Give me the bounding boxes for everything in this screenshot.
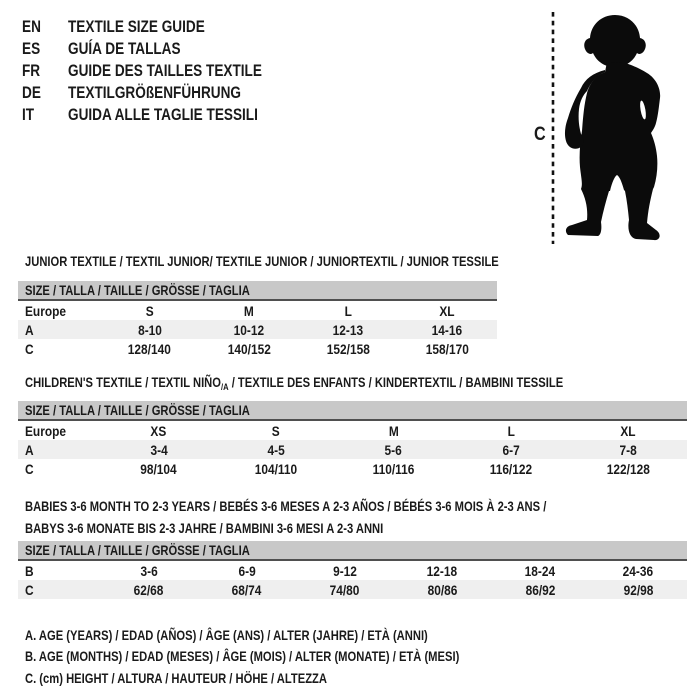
- language-code: [22, 105, 68, 125]
- size-header-bar: [18, 281, 497, 301]
- title-part: CHILDREN'S TEXTILE / TEXTIL NIÑO: [25, 374, 221, 390]
- title-subscript: /A: [220, 382, 229, 393]
- language-label-text: GUÍA DE TALLAS: [68, 39, 181, 58]
- cell-text: 140/152: [227, 340, 271, 357]
- cell-text: 98/104: [140, 460, 177, 477]
- table-cell: [491, 563, 589, 579]
- cell-text: 7-8: [619, 441, 637, 458]
- size-header-text: SIZE / TALLA / TAILLE / GRÖSSE / TAGLIA: [25, 542, 250, 558]
- table-cell: [491, 582, 589, 598]
- cell-text: M: [243, 302, 254, 319]
- table-row: [18, 459, 687, 478]
- language-label: [68, 83, 284, 103]
- legend-text-b: B. AGE (MONTHS) / EDAD (MESES) / ÂGE (MOIS) / ALTER (MONATE) / ETÀ (MESI): [25, 648, 460, 665]
- table-cell: [570, 461, 687, 477]
- silhouette-body: [566, 62, 660, 240]
- silhouette-head: [584, 15, 646, 67]
- table-row: [18, 421, 687, 440]
- row-label: [18, 563, 100, 579]
- table-cell: [335, 461, 452, 477]
- size-header-text: SIZE / TALLA / TAILLE / GRÖSSE / TAGLIA: [25, 402, 250, 418]
- size-header-bar: [18, 541, 687, 561]
- table-cell: [570, 442, 687, 458]
- measure-legend: [25, 624, 568, 689]
- table-cell: [335, 442, 452, 458]
- cell-text: 3-6: [140, 562, 158, 579]
- cell-text: L: [344, 302, 352, 319]
- row-label-text: B: [25, 562, 34, 579]
- row-label: [18, 341, 100, 357]
- cell-text: 3-4: [150, 441, 168, 458]
- cell-text: S: [272, 422, 281, 439]
- table-cell: [100, 341, 199, 357]
- table-row: [18, 339, 497, 358]
- cell-text: 12-13: [332, 321, 364, 338]
- table-cell: [100, 461, 217, 477]
- row-label-text: Europe: [25, 422, 66, 439]
- title-part: / TEXTILE DES ENFANTS / KINDERTEXTIL / BAMBINI TESSILE: [228, 374, 564, 390]
- language-row: [22, 104, 310, 126]
- cell-text: 6-7: [502, 441, 520, 458]
- table-cell: [217, 461, 334, 477]
- cell-text: L: [507, 422, 515, 439]
- language-label-text: TEXTILGRÖßENFÜHRUNG: [68, 83, 242, 102]
- cell-text: 122/128: [606, 460, 650, 477]
- table-row: [18, 561, 687, 580]
- cell-text: 104/110: [254, 460, 298, 477]
- language-row: [22, 82, 310, 104]
- cell-text: 6-9: [238, 562, 256, 579]
- size-header-bar: [18, 401, 687, 421]
- babies-size-table: [18, 541, 687, 599]
- table-cell: [100, 563, 198, 579]
- cell-text: 68/74: [231, 581, 262, 598]
- table-cell: [452, 423, 569, 439]
- children-size-table: [18, 401, 687, 478]
- language-code: [22, 17, 68, 37]
- row-label-text: C: [25, 340, 34, 357]
- language-label: [68, 105, 305, 125]
- language-code-text: ES: [22, 39, 41, 58]
- table-cell: [452, 461, 569, 477]
- table-cell: [199, 322, 298, 338]
- table-cell: [100, 442, 217, 458]
- table-cell: [398, 341, 497, 357]
- row-label: [18, 442, 100, 458]
- table-row: [18, 580, 687, 599]
- cell-text: 9-12: [332, 562, 357, 579]
- table-cell: [198, 582, 296, 598]
- cell-text: 62/68: [134, 581, 164, 598]
- table-cell: [589, 582, 687, 598]
- row-label-text: Europe: [25, 302, 66, 319]
- table-cell: [335, 423, 452, 439]
- row-label-text: A: [25, 321, 34, 338]
- table-cell: [217, 423, 334, 439]
- table-cell: [217, 442, 334, 458]
- legend-text-a: A. AGE (YEARS) / EDAD (AÑOS) / ÂGE (ANS) / ALTER (JAHRE) / ETÀ (ANNI): [25, 626, 428, 643]
- cell-text: XL: [439, 302, 455, 319]
- row-label: [18, 303, 100, 319]
- children-table-title: [25, 371, 698, 399]
- cell-text: 80/86: [427, 581, 458, 598]
- table-cell: [100, 423, 217, 439]
- language-label: [68, 17, 239, 37]
- language-code: [22, 83, 68, 103]
- table-cell: [299, 303, 398, 319]
- language-label-text: TEXTILE SIZE GUIDE: [68, 17, 205, 36]
- cell-text: 10-12: [233, 321, 265, 338]
- table-cell: [398, 303, 497, 319]
- table-cell: [570, 423, 687, 439]
- table-cell: [398, 322, 497, 338]
- table-cell: [199, 303, 298, 319]
- row-label: [18, 461, 100, 477]
- legend-row: [25, 667, 568, 689]
- table-cell: [198, 563, 296, 579]
- table-cell: [296, 563, 394, 579]
- cell-text: 158/170: [425, 340, 469, 357]
- cell-text: 128/140: [128, 340, 172, 357]
- legend-row: [25, 646, 568, 668]
- table-cell: [100, 322, 199, 338]
- title-line-2: BABYS 3-6 MONATE BIS 2-3 JAHRE / BAMBINI 3-6 MESI A 2-3 ANNI: [25, 520, 384, 536]
- cell-text: 92/98: [623, 581, 653, 598]
- table-row: [18, 320, 497, 339]
- language-code: [22, 61, 68, 81]
- cell-text: 14-16: [432, 321, 463, 338]
- language-code: [22, 39, 68, 59]
- table-cell: [452, 442, 569, 458]
- table-row: [18, 301, 497, 320]
- cell-text: 74/80: [329, 581, 360, 598]
- legend-text-c: C. (cm) HEIGHT / ALTURA / HAUTEUR / HÖHE / ALTEZZA: [25, 669, 327, 686]
- cell-text: 4-5: [267, 441, 285, 458]
- row-label-text: C: [25, 581, 34, 598]
- language-code-text: FR: [22, 61, 41, 80]
- language-code-text: EN: [22, 17, 41, 36]
- row-label: [18, 322, 100, 338]
- table-cell: [100, 303, 199, 319]
- table-row: [18, 440, 687, 459]
- cell-text: XS: [150, 422, 167, 439]
- table-cell: [100, 582, 198, 598]
- language-row: [22, 16, 310, 38]
- cell-text: 24-36: [622, 562, 654, 579]
- cell-text: 86/92: [525, 581, 556, 598]
- row-label: [18, 423, 100, 439]
- language-code-text: DE: [22, 83, 41, 102]
- size-header-text: SIZE / TALLA / TAILLE / GRÖSSE / TAGLIA: [25, 282, 250, 298]
- row-label-text: A: [25, 441, 34, 458]
- table-cell: [393, 563, 491, 579]
- cell-text: 12-18: [427, 562, 458, 579]
- cell-text: 8-10: [137, 321, 162, 338]
- cell-text: 18-24: [524, 562, 556, 579]
- cell-text: 110/116: [372, 460, 415, 477]
- height-measure-letter: C: [534, 124, 546, 145]
- cell-text: M: [388, 422, 399, 439]
- height-measure-label: [528, 124, 552, 146]
- language-code-text: IT: [22, 105, 35, 124]
- language-label: [68, 61, 310, 81]
- table-cell: [393, 582, 491, 598]
- cell-text: 5-6: [384, 441, 403, 458]
- title-line-1: BABIES 3-6 MONTH TO 2-3 YEARS / BEBÉS 3-6 MESES A 2-3 AÑOS / BÉBÉS 3-6 MOIS À 2-3 ANS /: [25, 498, 547, 514]
- table-cell: [299, 341, 398, 357]
- junior-size-table: [18, 281, 497, 358]
- language-label-text: GUIDA ALLE TAGLIE TESSILI: [68, 105, 258, 124]
- title-text: JUNIOR TEXTILE / TEXTIL JUNIOR/ TEXTILE JUNIOR / JUNIORTEXTIL / JUNIOR TESSILE: [25, 253, 499, 269]
- language-list: [22, 16, 310, 126]
- title-text: [25, 371, 563, 399]
- cell-text: XL: [620, 422, 636, 439]
- legend-row: [25, 624, 568, 646]
- row-label: [18, 582, 100, 598]
- cell-text: 116/122: [489, 460, 533, 477]
- cell-text: S: [145, 302, 154, 319]
- junior-table-title: [25, 250, 617, 272]
- table-cell: [589, 563, 687, 579]
- table-cell: [296, 582, 394, 598]
- babies-table-title: [25, 495, 677, 539]
- table-cell: [299, 322, 398, 338]
- language-label: [68, 39, 209, 59]
- table-cell: [199, 341, 298, 357]
- language-label-text: GUIDE DES TAILLES TEXTILE: [68, 61, 262, 80]
- language-row: [22, 38, 310, 60]
- language-row: [22, 60, 310, 82]
- cell-text: 152/158: [326, 340, 370, 357]
- row-label-text: C: [25, 460, 34, 477]
- toddler-silhouette-figure: [535, 6, 675, 246]
